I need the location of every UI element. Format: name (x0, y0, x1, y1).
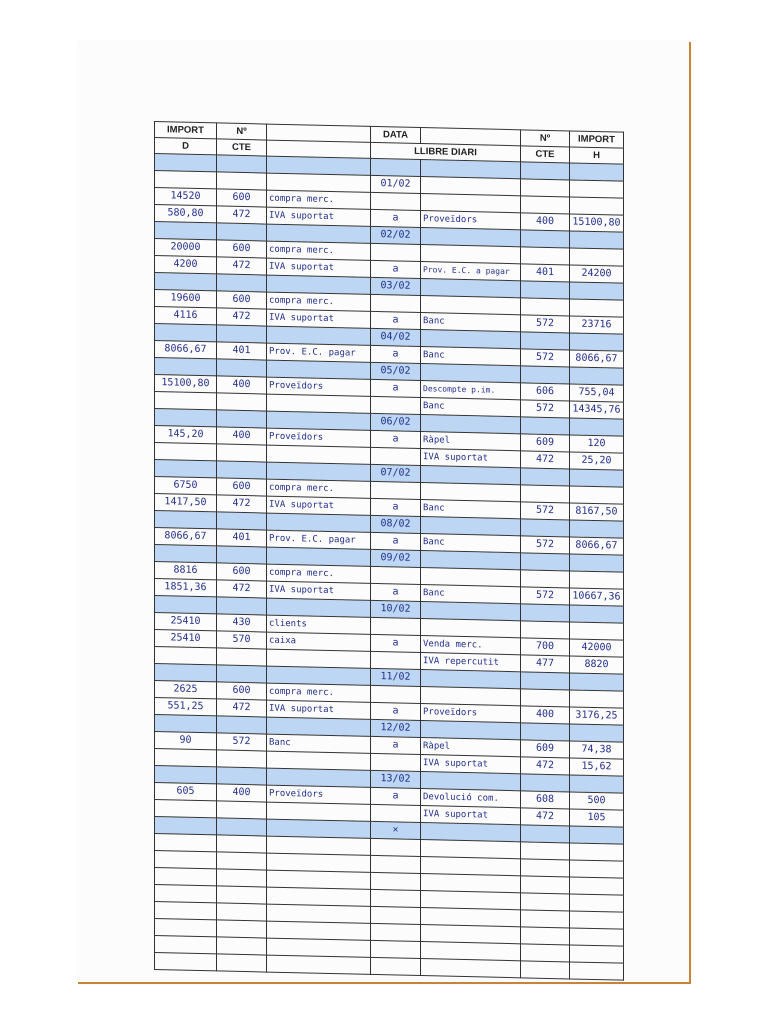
credit-account (521, 604, 570, 622)
debit-amount (155, 868, 217, 886)
credit-amount: 25,20 (570, 452, 624, 470)
credit-amount (570, 945, 624, 963)
debit-description: compra merc. (267, 683, 371, 702)
debit-description: IVA suportat (267, 258, 371, 277)
credit-amount (570, 826, 624, 844)
credit-account (521, 179, 570, 197)
debit-amount (155, 766, 217, 784)
debit-amount (155, 596, 217, 614)
credit-account: 472 (521, 757, 570, 775)
credit-account (521, 247, 570, 265)
debit-account: 430 (217, 614, 267, 632)
credit-amount: 23716 (570, 316, 624, 334)
credit-amount (570, 860, 624, 878)
debit-account: 472 (217, 495, 267, 513)
debit-amount (155, 154, 217, 172)
debit-amount (155, 936, 217, 954)
debit-account (217, 223, 267, 241)
header-cte-debit: CTE (217, 139, 267, 156)
credit-amount: 755,04 (570, 384, 624, 402)
credit-amount: 15100,80 (570, 214, 624, 232)
credit-amount (570, 928, 624, 946)
debit-account (217, 274, 267, 292)
debit-amount: 8066,67 (155, 341, 217, 359)
credit-account: 472 (521, 451, 570, 469)
credit-amount: 15,62 (570, 758, 624, 776)
debit-account (217, 886, 267, 904)
credit-account (521, 944, 570, 962)
date-cell: 09/02 (371, 549, 421, 567)
credit-amount (570, 571, 624, 589)
date-cell: a (371, 736, 421, 754)
credit-amount (570, 418, 624, 436)
credit-amount (570, 690, 624, 708)
credit-account (521, 842, 570, 860)
debit-amount: 145,20 (155, 426, 217, 444)
debit-description (267, 955, 371, 974)
date-cell: 11/02 (371, 668, 421, 686)
credit-amount (570, 894, 624, 912)
debit-amount: 1851,36 (155, 579, 217, 597)
credit-description: Banc (421, 500, 521, 519)
debit-account: 401 (217, 529, 267, 547)
debit-amount (155, 953, 217, 971)
header-llibre-diari: LLIBRE DIARI (371, 142, 521, 161)
credit-account (521, 230, 570, 248)
debit-amount (155, 715, 217, 733)
date-cell: a (371, 498, 421, 516)
debit-amount: 8066,67 (155, 528, 217, 546)
date-cell: a (371, 702, 421, 720)
debit-account: 572 (217, 733, 267, 751)
credit-account (521, 196, 570, 214)
debit-account (217, 818, 267, 836)
header-credit-h: H (570, 147, 624, 164)
credit-account: 572 (521, 536, 570, 554)
header-account-num-credit: Nº (521, 130, 570, 147)
credit-amount (570, 282, 624, 300)
debit-amount (155, 851, 217, 869)
credit-amount (570, 163, 624, 181)
credit-amount (570, 520, 624, 538)
credit-account (521, 621, 570, 639)
credit-account (521, 570, 570, 588)
debit-description: Prov. E.C. pagar (267, 530, 371, 549)
date-cell: 13/02 (371, 770, 421, 788)
credit-account (521, 774, 570, 792)
debit-account: 472 (217, 257, 267, 275)
credit-account: 572 (521, 502, 570, 520)
debit-account: 472 (217, 580, 267, 598)
date-cell (371, 872, 421, 890)
credit-account: 608 (521, 791, 570, 809)
journal-table (154, 121, 624, 981)
credit-account (521, 876, 570, 894)
debit-account (217, 716, 267, 734)
debit-amount (155, 919, 217, 937)
credit-description (421, 959, 521, 978)
debit-account: 600 (217, 682, 267, 700)
header-debit-d: D (155, 138, 217, 155)
debit-account (217, 359, 267, 377)
debit-amount (155, 409, 217, 427)
debit-amount: 90 (155, 732, 217, 750)
credit-amount (570, 486, 624, 504)
date-cell: a (371, 345, 421, 363)
debit-amount: 25410 (155, 613, 217, 631)
credit-account: 477 (521, 655, 570, 673)
debit-account (217, 648, 267, 666)
credit-amount: 8820 (570, 656, 624, 674)
debit-amount: 19600 (155, 290, 217, 308)
credit-amount (570, 554, 624, 572)
debit-description: IVA suportat (267, 207, 371, 226)
credit-account (521, 553, 570, 571)
credit-description: Banc (421, 313, 521, 332)
credit-account (521, 162, 570, 180)
debit-amount (155, 817, 217, 835)
credit-amount: 14345,76 (570, 401, 624, 419)
credit-account (521, 723, 570, 741)
credit-amount (570, 843, 624, 861)
debit-amount (155, 885, 217, 903)
credit-amount: 8066,67 (570, 537, 624, 555)
debit-account: 600 (217, 563, 267, 581)
debit-amount (155, 358, 217, 376)
debit-description: compra merc. (267, 564, 371, 583)
date-cell: 02/02 (371, 226, 421, 244)
header-data: DATA (371, 126, 421, 143)
credit-amount (570, 180, 624, 198)
debit-amount: 14520 (155, 188, 217, 206)
debit-amount: 4116 (155, 307, 217, 325)
debit-account (217, 767, 267, 785)
credit-account (521, 366, 570, 384)
credit-account (521, 927, 570, 945)
credit-amount (570, 231, 624, 249)
debit-amount: 605 (155, 783, 217, 801)
credit-amount: 3176,25 (570, 707, 624, 725)
debit-amount (155, 647, 217, 665)
date-cell (371, 685, 421, 703)
credit-amount (570, 367, 624, 385)
date-cell: a (371, 787, 421, 805)
debit-account: 472 (217, 699, 267, 717)
debit-account: 600 (217, 478, 267, 496)
debit-amount (155, 749, 217, 767)
debit-account (217, 954, 267, 972)
credit-description: IVA repercutit (421, 653, 521, 672)
credit-account (521, 859, 570, 877)
credit-account: 572 (521, 349, 570, 367)
debit-account (217, 835, 267, 853)
debit-account (217, 461, 267, 479)
journal-body (155, 154, 624, 981)
debit-amount: 551,25 (155, 698, 217, 716)
credit-amount (570, 248, 624, 266)
date-cell (371, 243, 421, 261)
debit-amount: 25410 (155, 630, 217, 648)
debit-amount: 2625 (155, 681, 217, 699)
debit-description: Prov. E.C. pagar (267, 343, 371, 362)
date-cell: 06/02 (371, 413, 421, 431)
debit-amount (155, 834, 217, 852)
debit-amount (155, 545, 217, 563)
date-cell (371, 906, 421, 924)
debit-account: 401 (217, 342, 267, 360)
header-account-num-debit: Nº (217, 123, 267, 140)
credit-account (521, 893, 570, 911)
credit-description: Ràpel (421, 432, 521, 451)
debit-amount (155, 273, 217, 291)
header-cte-credit: CTE (521, 146, 570, 163)
credit-amount (570, 605, 624, 623)
credit-description: Venda merc. (421, 636, 521, 655)
credit-description: Banc (421, 585, 521, 604)
credit-amount: 500 (570, 792, 624, 810)
debit-account (217, 750, 267, 768)
debit-amount (155, 664, 217, 682)
credit-account: 700 (521, 638, 570, 656)
debit-description: IVA suportat (267, 700, 371, 719)
date-cell: a (371, 634, 421, 652)
credit-description: IVA suportat (421, 449, 521, 468)
date-cell (371, 651, 421, 669)
credit-account (521, 485, 570, 503)
credit-account: 572 (521, 315, 570, 333)
credit-account: 400 (521, 213, 570, 231)
credit-account (521, 672, 570, 690)
debit-account (217, 665, 267, 683)
credit-description: Proveïdors (421, 704, 521, 723)
debit-account: 400 (217, 784, 267, 802)
debit-amount: 1417,50 (155, 494, 217, 512)
date-cell: 12/02 (371, 719, 421, 737)
credit-account: 609 (521, 740, 570, 758)
debit-description: Banc (267, 734, 371, 753)
debit-amount (155, 460, 217, 478)
debit-amount: 6750 (155, 477, 217, 495)
date-cell (371, 855, 421, 873)
credit-description: Banc (421, 347, 521, 366)
credit-account: 400 (521, 706, 570, 724)
debit-account: 472 (217, 206, 267, 224)
debit-amount (155, 800, 217, 818)
credit-amount: 8066,67 (570, 350, 624, 368)
credit-amount: 10667,36 (570, 588, 624, 606)
credit-amount: 105 (570, 809, 624, 827)
debit-description: compra merc. (267, 292, 371, 311)
header-import-debit: IMPORT (155, 122, 217, 139)
debit-account: 472 (217, 308, 267, 326)
date-cell: a (371, 583, 421, 601)
debit-account (217, 172, 267, 190)
debit-account: 600 (217, 189, 267, 207)
debit-account: 600 (217, 291, 267, 309)
date-cell (371, 753, 421, 771)
credit-amount (570, 877, 624, 895)
credit-amount (570, 775, 624, 793)
date-cell: a (371, 532, 421, 550)
credit-amount (570, 962, 624, 980)
credit-description: Prov. E.C. a pagar (421, 262, 521, 281)
date-cell: 10/02 (371, 600, 421, 618)
date-cell (371, 957, 421, 975)
credit-description: Ràpel (421, 738, 521, 757)
journal-ledger (154, 121, 623, 981)
credit-account: 572 (521, 400, 570, 418)
date-cell (371, 889, 421, 907)
debit-account (217, 852, 267, 870)
debit-description: clients (267, 615, 371, 634)
debit-amount (155, 324, 217, 342)
date-cell (371, 940, 421, 958)
debit-amount (155, 222, 217, 240)
date-cell: a (371, 430, 421, 448)
date-cell: 07/02 (371, 464, 421, 482)
date-cell: a (371, 379, 421, 397)
date-cell: × (371, 821, 421, 839)
debit-description: IVA suportat (267, 496, 371, 515)
debit-account (217, 512, 267, 530)
date-cell: 01/02 (371, 175, 421, 193)
credit-amount (570, 673, 624, 691)
debit-account (217, 937, 267, 955)
debit-description: Proveïdors (267, 377, 371, 396)
credit-description: Proveïdors (421, 211, 521, 230)
debit-account (217, 920, 267, 938)
date-cell (371, 396, 421, 414)
debit-description: IVA suportat (267, 581, 371, 600)
credit-account (521, 332, 570, 350)
debit-amount: 8816 (155, 562, 217, 580)
debit-amount: 4200 (155, 256, 217, 274)
credit-account (521, 825, 570, 843)
date-cell (371, 838, 421, 856)
debit-amount: 15100,80 (155, 375, 217, 393)
debit-description: caixa (267, 632, 371, 651)
credit-account (521, 519, 570, 537)
debit-amount (155, 902, 217, 920)
credit-amount (570, 333, 624, 351)
date-cell (371, 481, 421, 499)
debit-description: compra merc. (267, 241, 371, 260)
credit-amount: 8167,50 (570, 503, 624, 521)
debit-account (217, 155, 267, 173)
date-cell: a (371, 260, 421, 278)
credit-account: 572 (521, 587, 570, 605)
date-cell (371, 294, 421, 312)
date-cell (371, 192, 421, 210)
date-cell (371, 447, 421, 465)
credit-amount (570, 724, 624, 742)
credit-account: 401 (521, 264, 570, 282)
credit-description: IVA suportat (421, 806, 521, 825)
debit-description: compra merc. (267, 479, 371, 498)
credit-description: IVA suportat (421, 755, 521, 774)
date-cell: 05/02 (371, 362, 421, 380)
debit-amount (155, 171, 217, 189)
debit-amount (155, 392, 217, 410)
credit-account: 609 (521, 434, 570, 452)
debit-account: 400 (217, 376, 267, 394)
debit-account (217, 410, 267, 428)
date-cell (371, 158, 421, 176)
debit-amount: 580,80 (155, 205, 217, 223)
date-cell (371, 923, 421, 941)
credit-account (521, 417, 570, 435)
debit-description: Proveïdors (267, 785, 371, 804)
credit-amount (570, 197, 624, 215)
debit-account (217, 444, 267, 462)
credit-account: 606 (521, 383, 570, 401)
debit-amount (155, 511, 217, 529)
debit-account (217, 869, 267, 887)
date-cell: a (371, 311, 421, 329)
debit-account (217, 393, 267, 411)
credit-description: Banc (421, 534, 521, 553)
credit-amount: 24200 (570, 265, 624, 283)
credit-amount (570, 622, 624, 640)
debit-amount (155, 443, 217, 461)
debit-account (217, 801, 267, 819)
credit-account (521, 910, 570, 928)
date-cell (371, 566, 421, 584)
header-import-credit: IMPORT (570, 131, 624, 148)
date-cell: a (371, 209, 421, 227)
date-cell: 08/02 (371, 515, 421, 533)
credit-description: Devolució com. (421, 789, 521, 808)
date-cell (371, 804, 421, 822)
debit-account (217, 546, 267, 564)
credit-amount: 120 (570, 435, 624, 453)
credit-description: Banc (421, 398, 521, 417)
date-cell (371, 617, 421, 635)
credit-account: 472 (521, 808, 570, 826)
debit-account: 400 (217, 427, 267, 445)
debit-description: Proveïdors (267, 428, 371, 447)
debit-account (217, 903, 267, 921)
credit-account (521, 298, 570, 316)
credit-amount: 42000 (570, 639, 624, 657)
credit-description: Descompte p.im. (421, 381, 521, 400)
credit-amount (570, 911, 624, 929)
credit-account (521, 961, 570, 979)
credit-amount: 74,38 (570, 741, 624, 759)
debit-account (217, 597, 267, 615)
debit-account: 600 (217, 240, 267, 258)
debit-description: IVA suportat (267, 309, 371, 328)
credit-account (521, 468, 570, 486)
credit-account (521, 689, 570, 707)
credit-amount (570, 469, 624, 487)
credit-amount (570, 299, 624, 317)
debit-amount: 20000 (155, 239, 217, 257)
debit-account: 570 (217, 631, 267, 649)
debit-description: compra merc. (267, 190, 371, 209)
debit-account (217, 325, 267, 343)
date-cell: 04/02 (371, 328, 421, 346)
credit-account (521, 281, 570, 299)
date-cell: 03/02 (371, 277, 421, 295)
